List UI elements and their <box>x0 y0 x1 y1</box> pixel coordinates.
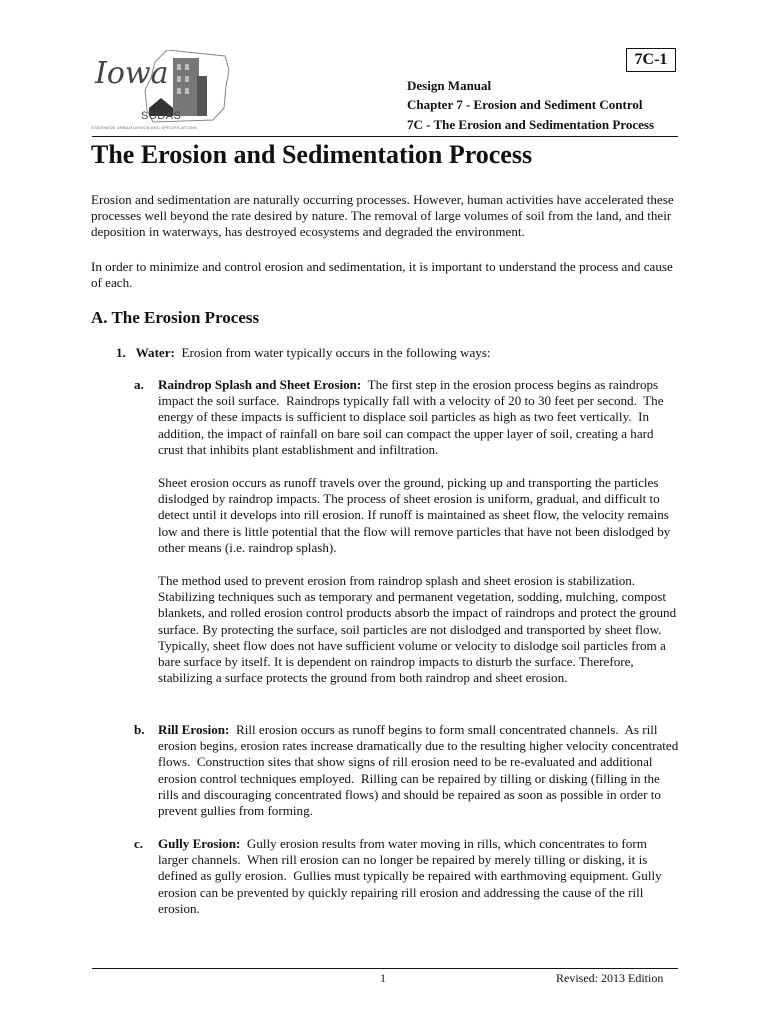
footer-divider <box>92 968 678 969</box>
sub-item-a-paragraph-1 <box>158 377 680 458</box>
sub-item-lead: Raindrop Splash and Sheet Erosion: <box>158 377 362 392</box>
list-item-text: Erosion from water typically occurs in the following ways: <box>174 345 491 360</box>
sub-item-text: Gully erosion results from water moving in rills, which concentrates to form larger channels. When rill erosion can no longer be repaired by merely tilling or disking, it is defined as gully erosion. Gullies must typically be repaired with earthmoving equipment. Gully erosion can be prevented by quickly repairing rill erosion and addressing the cause of the rill erosion. <box>158 836 665 916</box>
intro-paragraph-1: Erosion and sedimentation are naturally occurring processes. However, human activities have accelerated these processes well beyond the rate desired by nature. The removal of large volumes of soil from the land, and their deposition in waterways, has destroyed ecosystems and degraded the environment. <box>91 192 674 240</box>
page-code-badge: 7C-1 <box>626 48 676 72</box>
header-section: 7C - The Erosion and Sedimentation Process <box>407 117 655 132</box>
list-number: 1. <box>116 345 126 360</box>
page-title: The Erosion and Sedimentation Process <box>91 140 533 169</box>
logo-org-name: SUDAS <box>141 110 182 122</box>
intro-paragraph-2: In order to minimize and control erosion and sedimentation, it is important to understand the process and cause of each. <box>91 259 673 291</box>
header-chapter: Chapter 7 - Erosion and Sediment Control <box>407 97 643 112</box>
sub-item-text: The first step in the erosion process begins as raindrops impact the soil surface. Raindrops typically fall with a velocity of 20 to 30 feet per second. The energy of these impacts is sufficient to displace soil particles as high as two feet vertically. In addition, the impact of rainfall on bare soil can compact the upper layer of soil, creating a hard crust that inhibits plant establishment and infiltration. <box>158 377 667 457</box>
sub-item-text: Rill erosion occurs as runoff begins to form small concentrated channels. As rill erosion begins, erosion rates increase dramatically due to the resulting higher velocity concentrated flows. Construction sites that show signs of rill erosion need to be re-evaluated and additional erosion control techniques employed. Rilling can be repaired by tilling or disking (filling in the rills and discouraging concentrated flows) and should be repaired as soon as possible in order to prevent gullies from forming. <box>158 722 682 819</box>
section-heading: A. The Erosion Process <box>91 308 260 327</box>
header-manual: Design Manual <box>407 78 492 93</box>
sub-item-a-paragraph-3: The method used to prevent erosion from raindrop splash and sheet erosion is stabilization. Stabilizing techniques such as temporary and permanent vegetation, sodding, mulching, compost blankets, and rolled erosion control products absorb the impact of raindrops and protect the ground surface. By protecting the surface, soil particles are not dislodged and transported by sheet flow. Typically, sheet flow does not have sufficient volume or velocity to dislodge soil particles from a bare surface by itself. It is dependent on raindrop impacts to disturb the surface. Therefore, stabilizing a surface protects the ground from both raindrop and sheet erosion. <box>158 573 677 686</box>
sub-item-b-paragraph <box>158 722 680 819</box>
sub-item-marker: b. <box>134 722 145 737</box>
list-item-lead: Water: <box>135 345 175 360</box>
revision-note: Revised: 2013 Edition <box>556 971 664 985</box>
list-item-water <box>116 345 491 361</box>
sub-item-c-paragraph <box>158 836 680 917</box>
iowa-sudas-logo <box>93 50 233 135</box>
sub-item-lead: Gully Erosion: <box>158 836 241 851</box>
sub-item-marker: a. <box>134 377 144 392</box>
logo-wordmark: Iowa <box>95 56 169 91</box>
sub-item-a-paragraph-2: Sheet erosion occurs as runoff travels over the ground, picking up and transporting the particles dislodged by raindrop impacts. The process of sheet erosion is uniform, gradual, and difficult to detect until it develops into rill erosion. If runoff is maintained as sheet flow, the velocity remains low and there is little potential that the flow will remove particles that have not been dislodged by other means (i.e. raindrop splash). <box>158 475 671 555</box>
page-number: 1 <box>380 971 386 985</box>
sub-item-marker: c. <box>134 836 144 851</box>
sub-item-lead: Rill Erosion: <box>158 722 230 737</box>
header-divider <box>92 136 678 137</box>
logo-tagline: STATEWIDE URBAN DESIGN AND SPECIFICATIONS <box>91 125 197 130</box>
